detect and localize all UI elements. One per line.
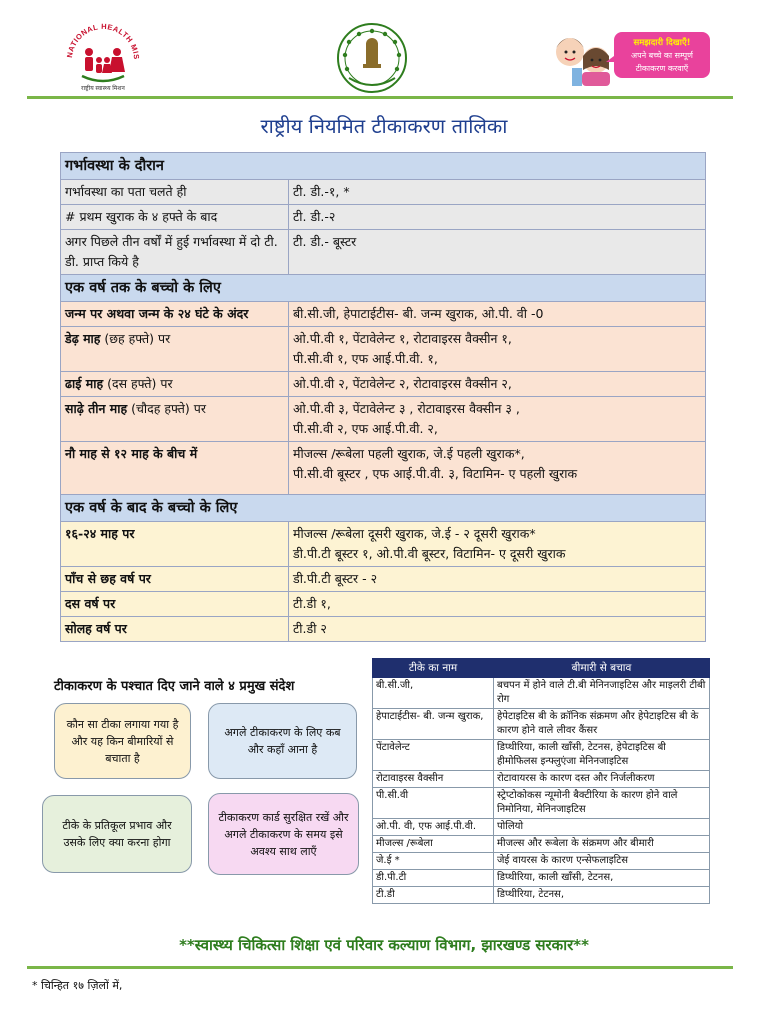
nhm-tagline: राष्ट्रीय स्वास्थ्य मिशन xyxy=(81,86,125,92)
timing-detail: (छह हफ्ते) पर xyxy=(100,331,171,346)
table-row xyxy=(373,788,710,819)
row-timing: अगर पिछले तीन वर्षों में हुई गर्भावस्था में दो टी. डी. प्राप्त किये है xyxy=(61,230,289,275)
nhm-arc-text: NATIONAL HEALTH MIS xyxy=(65,21,142,61)
table-row xyxy=(61,522,706,567)
footer-divider xyxy=(27,966,733,969)
vaccine-line: ओ.पी.वी ३, पेंटावेलेन्ट ३ , रोटावाइरस वैक्सीन ३ , xyxy=(293,401,520,416)
vaccine-name: पी.सी.वी xyxy=(373,788,494,819)
message-box-side-effects xyxy=(42,795,192,873)
disease-protection: डिप्थीरिया, काली खाँसी, टेटनस, हेपेटाइटिस बी हीमोफिलस इन्फ्लुएंजा मेनिनजाइटिस xyxy=(494,740,710,771)
vaccine-name: टी.डी xyxy=(373,887,494,904)
row-vaccines xyxy=(289,522,706,567)
disease-protection: रोटावायरस के कारण दस्त और निर्जलीकरण xyxy=(494,771,710,788)
table-row xyxy=(61,442,706,495)
vaccine-line: पी.सी.वी २, एफ आई.पी.वी. २, xyxy=(293,421,438,436)
table-row xyxy=(61,230,706,275)
disease-protection: जेई वायरस के कारण एन्सेफलाइटिस xyxy=(494,853,710,870)
table-row xyxy=(61,302,706,327)
campaign-line-1: समझदारी दिखाएँ! xyxy=(633,38,691,48)
vaccine-line: पी.सी.वी बूस्टर , एफ आई.पी.वी. ३, विटामिन- ए पहली खुराक xyxy=(293,466,578,481)
section-header-infant xyxy=(61,275,706,302)
timing-main: डेढ़ माह xyxy=(65,331,101,346)
row-vaccines xyxy=(289,442,706,495)
table-row xyxy=(373,740,710,771)
message-text: अगले टीकाकरण के लिए कब और कहाँ आना है xyxy=(224,726,341,756)
vaccine-name: मीजल्स /रूबेला xyxy=(373,836,494,853)
vaccine-name: ओ.पी. वी, एफ आई.पी.वी. xyxy=(373,819,494,836)
table-row xyxy=(61,592,706,617)
row-vaccines xyxy=(289,397,706,442)
column-header: टीके का नाम xyxy=(373,659,494,678)
vaccine-line: मीजल्स /रूबेला दूसरी खुराक, जे.ई - २ दूसरी खुराक* xyxy=(293,526,536,541)
row-vaccines: टी. डी.-१, * xyxy=(289,180,706,205)
row-timing: सोलह वर्ष पर xyxy=(61,617,289,642)
jharkhand-emblem-logo xyxy=(333,22,411,94)
vaccine-name: रोटावाइरस वैक्सीन xyxy=(373,771,494,788)
timing-detail: (दस हफ्ते) पर xyxy=(103,376,173,391)
section-header-child xyxy=(61,495,706,522)
table-row xyxy=(61,372,706,397)
row-timing xyxy=(61,372,289,397)
row-vaccines: टी. डी.-२ xyxy=(289,205,706,230)
section-header-pregnancy xyxy=(61,153,706,180)
row-timing: # प्रथम खुराक के ४ हफ्ते के बाद xyxy=(61,205,289,230)
header-divider xyxy=(27,96,733,99)
footnote: * चिन्हित १७ ज़िलों में, xyxy=(32,979,123,992)
vaccine-line: डी.पी.टी बूस्टर १, ओ.पी.वी बूस्टर, विटामिन- ए दूसरी खुराक xyxy=(293,546,566,561)
table-row xyxy=(373,836,710,853)
row-vaccines: डी.पी.टी बूस्टर - २ xyxy=(289,567,706,592)
row-timing xyxy=(61,397,289,442)
table-row xyxy=(61,397,706,442)
message-box-card xyxy=(208,793,359,875)
row-timing xyxy=(61,327,289,372)
table-row xyxy=(61,180,706,205)
message-text: टीके के प्रतिकूल प्रभाव और उसके लिए क्या करना होगा xyxy=(62,819,172,849)
table-header-row xyxy=(373,659,710,678)
nhm-logo xyxy=(62,16,144,94)
row-vaccines: ओ.पी.वी २, पेंटावेलेन्ट २, रोटावाइरस वैक्सीन २, xyxy=(289,372,706,397)
row-timing: दस वर्ष पर xyxy=(61,592,289,617)
disease-protection: मीजल्स और रूबेला के संक्रमण और बीमारी xyxy=(494,836,710,853)
vaccine-name: डी.पी.टी xyxy=(373,870,494,887)
page-title: राष्ट्रीय नियमित टीकाकरण तालिका xyxy=(260,114,508,138)
row-timing: पाँच से छह वर्ष पर xyxy=(61,567,289,592)
row-vaccines: बी.सी.जी, हेपाटाईटीस- बी. जन्म खुराक, ओ.पी. वी -0 xyxy=(289,302,706,327)
table-row xyxy=(61,205,706,230)
disease-protection: डिप्थीरिया, टेटनस, xyxy=(494,887,710,904)
table-row xyxy=(373,887,710,904)
table-row xyxy=(61,617,706,642)
timing-main: साढ़े तीन माह xyxy=(65,401,128,416)
vaccine-name: बी.सी.जी, xyxy=(373,678,494,709)
vaccine-name: हेपाटाईटीस- बी. जन्म खुराक, xyxy=(373,709,494,740)
message-box-next-visit xyxy=(208,703,357,779)
row-vaccines: टी.डी १, xyxy=(289,592,706,617)
row-timing: १६-२४ माह पर xyxy=(61,522,289,567)
row-timing: नौ माह से १२ माह के बीच में xyxy=(61,442,289,495)
key-messages-title: टीकाकरण के पश्चात दिए जाने वाले ४ प्रमुख संदेश xyxy=(54,679,295,694)
row-timing: गर्भावस्था का पता चलते ही xyxy=(61,180,289,205)
table-row xyxy=(373,870,710,887)
vaccine-protection-table xyxy=(372,658,710,904)
disease-protection: डिप्थीरिया, काली खाँसी, टेटनस, xyxy=(494,870,710,887)
message-text: टीकाकरण कार्ड सुरक्षित रखें और अगले टीकाकरण के समय इसे अवश्य साथ लाएँ xyxy=(218,810,349,858)
table-row xyxy=(61,567,706,592)
vaccine-line: मीजल्स /रूबेला पहली खुराक, जे.ई पहली खुराक*, xyxy=(293,446,525,461)
message-text: कौन सा टीका लगाया गया है और यह किन बीमारियों से बचाता है xyxy=(66,717,179,765)
message-box-vaccine-info xyxy=(54,703,191,779)
table-row xyxy=(61,327,706,372)
row-vaccines: टी.डी २ xyxy=(289,617,706,642)
campaign-line-3: टीकाकरण करवाएँ xyxy=(635,64,689,73)
vaccine-name: जे.ई * xyxy=(373,853,494,870)
disease-protection: स्ट्रेप्टोकोकस न्यूमोनी बैक्टीरिया के कारण होने वाले निमोनिया, मेनिनजाइटिस xyxy=(494,788,710,819)
table-row xyxy=(373,709,710,740)
disease-protection: पोलियो xyxy=(494,819,710,836)
table-row xyxy=(373,771,710,788)
disease-protection: हेपेटाइटिस बी के क्रॉनिक संक्रमण और हेपेटाइटिस बी के कारण होने वाले लीवर कैंसर xyxy=(494,709,710,740)
section-title: एक वर्ष के बाद के बच्चो के लिए xyxy=(61,495,706,522)
row-vaccines xyxy=(289,327,706,372)
row-timing: जन्म पर अथवा जन्म के २४ घंटे के अंदर xyxy=(61,302,289,327)
column-header: बीमारी से बचाव xyxy=(494,659,710,678)
section-title: गर्भावस्था के दौरान xyxy=(61,153,706,180)
section-title: एक वर्ष तक के बच्चो के लिए xyxy=(61,275,706,302)
immunization-schedule-table xyxy=(60,152,706,642)
table-row xyxy=(373,853,710,870)
immunization-campaign-logo xyxy=(552,26,712,88)
vaccine-line: पी.सी.वी १, एफ आई.पी.वी. १, xyxy=(293,351,438,366)
table-row xyxy=(373,678,710,709)
row-vaccines: टी. डी.- बूस्टर xyxy=(289,230,706,275)
vaccine-name: पेंटावेलेन्ट xyxy=(373,740,494,771)
timing-detail: (चौदह हफ्ते) पर xyxy=(127,401,206,416)
disease-protection: बचपन में होने वाले टी.बी मेनिनजाइटिस और माइलरी टीबी रोग xyxy=(494,678,710,709)
table-row xyxy=(373,819,710,836)
timing-main: ढाई माह xyxy=(65,376,104,391)
department-footer: **स्वास्थ्य चिकित्सा शिक्षा एवं परिवार कल्याण विभाग, झारखण्ड सरकार** xyxy=(179,936,589,954)
svg-text:NATIONAL HEALTH MISSION xyxy=(62,16,141,60)
vaccine-line: ओ.पी.वी १, पेंटावेलेन्ट १, रोटावाइरस वैक्सीन १, xyxy=(293,331,512,346)
campaign-line-2: अपने बच्चे का सम्पूर्ण xyxy=(631,51,693,60)
